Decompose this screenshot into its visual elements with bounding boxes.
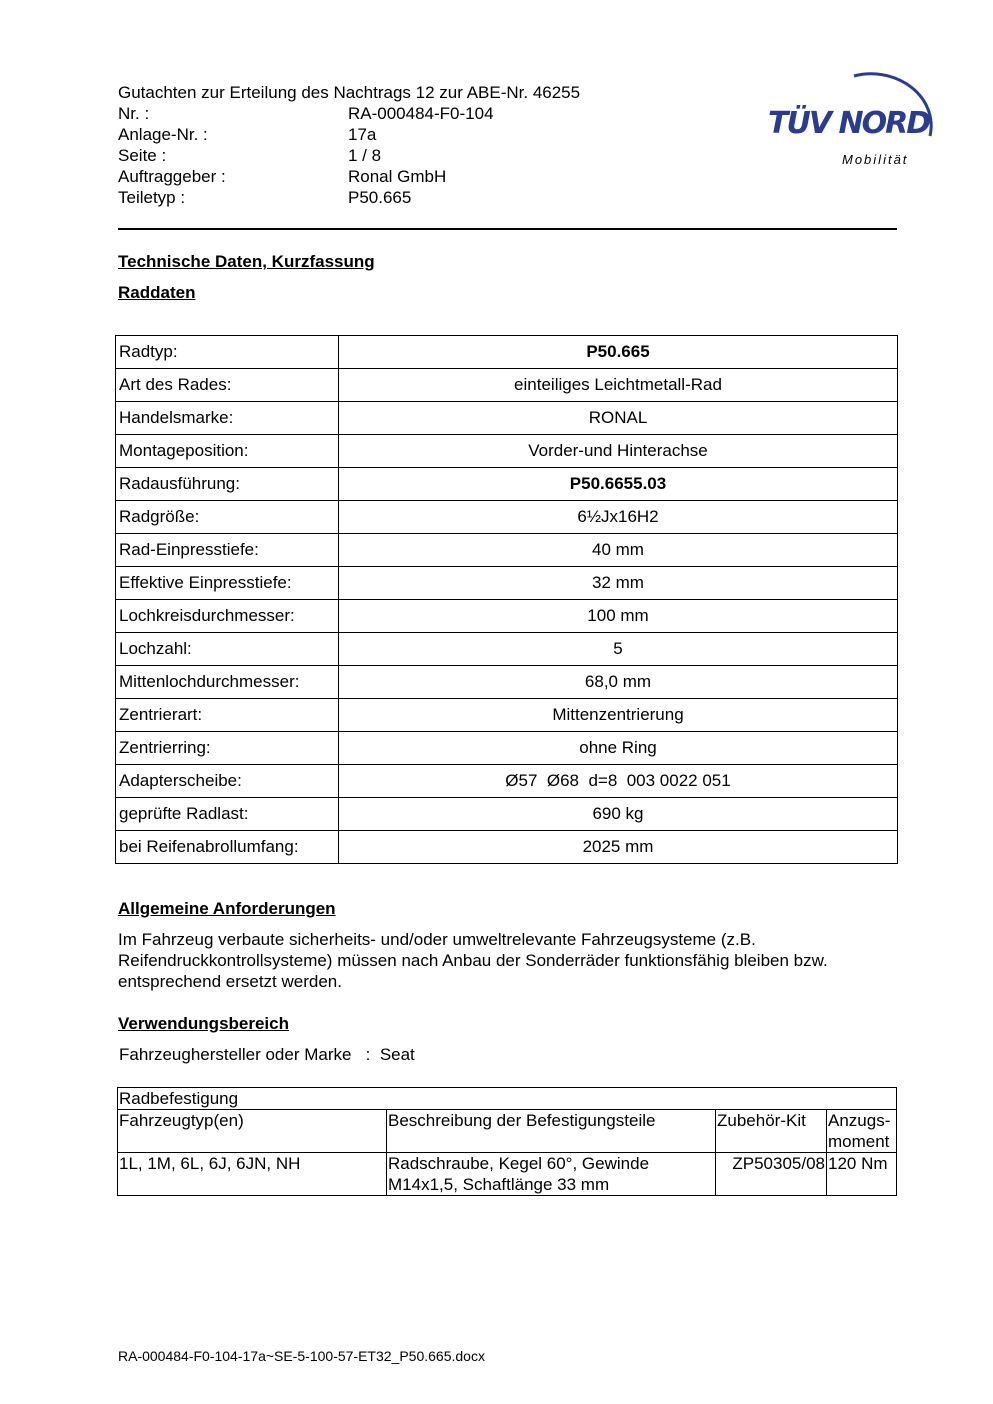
row-value: Ø57 Ø68 d=8 003 0022 051 (339, 765, 898, 798)
table-row (116, 336, 898, 369)
table-row (116, 666, 898, 699)
table-row (116, 831, 898, 864)
manufacturer-line (119, 1045, 415, 1065)
meta-value: Ronal GmbH (348, 167, 447, 186)
row-value: RONAL (339, 402, 898, 435)
table-title-row (118, 1088, 897, 1110)
row-value: 32 mm (339, 567, 898, 600)
row-value: 690 kg (339, 798, 898, 831)
row-value: Mittenzentrierung (339, 699, 898, 732)
row-value: 6½Jx16H2 (339, 501, 898, 534)
row-label: Radtyp: (116, 336, 339, 369)
manufacturer-separator: : (365, 1045, 371, 1064)
meta-value: P50.665 (348, 188, 412, 207)
row-label: Effektive Einpresstiefe: (116, 567, 339, 600)
row-value: 5 (339, 633, 898, 666)
meta-label: Auftraggeber : (118, 167, 226, 186)
column-header: Zubehör-Kit (716, 1110, 827, 1153)
row-label: Lochkreisdurchmesser: (116, 600, 339, 633)
table-row (118, 1153, 897, 1196)
row-value: P50.665 (339, 336, 898, 369)
table-cell: 120 Nm (827, 1153, 897, 1196)
row-label: Radgröße: (116, 501, 339, 534)
meta-row-anlage (118, 124, 580, 145)
row-label: Adapterscheibe: (116, 765, 339, 798)
row-label: Art des Rades: (116, 369, 339, 402)
row-value: 2025 mm (339, 831, 898, 864)
row-label: bei Reifenabrollumfang: (116, 831, 339, 864)
header-divider (118, 228, 897, 230)
document-title: Gutachten zur Erteilung des Nachtrags 12 zur ABE-Nr. 46255 (118, 83, 581, 102)
heading-wheel-data: Raddaten (118, 283, 196, 302)
meta-label: Anlage-Nr. : (118, 125, 208, 144)
row-value: 100 mm (339, 600, 898, 633)
row-label: Mittenlochdurchmesser: (116, 666, 339, 699)
meta-row-nr (118, 103, 580, 124)
document-header (118, 82, 580, 208)
table-row (116, 468, 898, 501)
meta-row-teiletyp (118, 187, 580, 208)
heading-general-requirements: Allgemeine Anforderungen (118, 899, 336, 918)
table-row (116, 633, 898, 666)
table-row (116, 600, 898, 633)
row-value: ohne Ring (339, 732, 898, 765)
heading-scope: Verwendungsbereich (118, 1014, 289, 1033)
table-cell: Radschraube, Kegel 60°, Gewinde M14x1,5, Schaftlänge 33 mm (387, 1153, 716, 1196)
table-row (116, 534, 898, 567)
meta-label: Nr. : (118, 104, 150, 123)
table-row (116, 798, 898, 831)
table-row (116, 402, 898, 435)
table-row (116, 501, 898, 534)
row-label: Radausführung: (116, 468, 339, 501)
wheel-data-table (115, 335, 898, 864)
meta-row-auftraggeber (118, 166, 580, 187)
table-row (116, 732, 898, 765)
table-row (116, 765, 898, 798)
row-value: Vorder-und Hinterachse (339, 435, 898, 468)
heading-technical: Technische Daten, Kurzfassung (118, 252, 375, 271)
table-header-row (118, 1110, 897, 1153)
row-label: Zentrierart: (116, 699, 339, 732)
table-row (116, 435, 898, 468)
manufacturer-value: Seat (379, 1045, 415, 1064)
logo-tagline: Mobilität (842, 152, 909, 167)
table-row (116, 699, 898, 732)
footer-filename: RA-000484-F0-104-17a~SE-5-100-57-ET32_P50.665.docx (118, 1348, 485, 1364)
row-label: Montageposition: (116, 435, 339, 468)
meta-value: 17a (348, 125, 377, 144)
column-header: Fahrzeugtyp(en) (118, 1110, 387, 1153)
row-label: Zentrierring: (116, 732, 339, 765)
tuv-nord-logo (762, 58, 942, 173)
row-label: Lochzahl: (116, 633, 339, 666)
logo-brand: TÜV NORD (768, 106, 930, 141)
row-value: 40 mm (339, 534, 898, 567)
column-header: Anzugs- moment (827, 1110, 897, 1153)
table-cell: 1L, 1M, 6L, 6J, 6JN, NH (118, 1153, 387, 1196)
table-title: Radbefestigung (118, 1088, 897, 1110)
manufacturer-label: Fahrzeughersteller oder Marke (119, 1045, 352, 1064)
table-cell: ZP50305/08 (716, 1153, 827, 1196)
table-row (116, 567, 898, 600)
row-value: einteiliges Leichtmetall-Rad (339, 369, 898, 402)
meta-row-seite (118, 145, 580, 166)
meta-value: RA-000484-F0-104 (348, 104, 494, 123)
row-label: Rad-Einpresstiefe: (116, 534, 339, 567)
meta-label: Teiletyp : (118, 188, 186, 207)
row-value: P50.6655.03 (339, 468, 898, 501)
meta-label: Seite : (118, 146, 167, 165)
meta-value: 1 / 8 (348, 146, 382, 165)
general-requirements-text: Im Fahrzeug verbaute sicherheits- und/oder umweltrelevante Fahrzeugsysteme (z.B. Reifendruckkontrollsysteme) müssen nach Anbau der Sonderräder funktionsfähig bleiben bzw. entsprechend ersetzt werden. (118, 930, 828, 991)
row-value: 68,0 mm (339, 666, 898, 699)
table-row (116, 369, 898, 402)
row-label: Handelsmarke: (116, 402, 339, 435)
column-header: Beschreibung der Befestigungsteile (387, 1110, 716, 1153)
wheel-fixing-table (117, 1087, 897, 1196)
row-label: geprüfte Radlast: (116, 798, 339, 831)
